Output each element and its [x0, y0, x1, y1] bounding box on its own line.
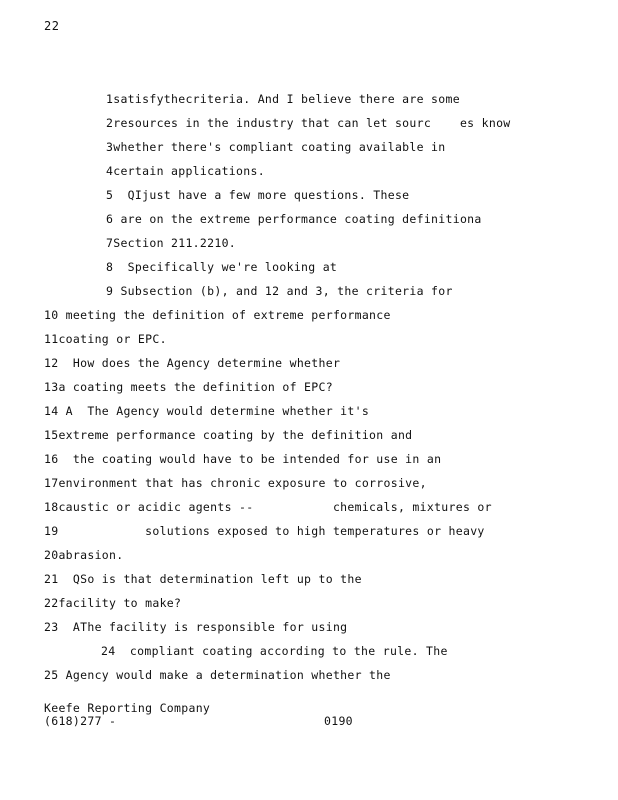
transcript-line: 7Section 211.2210.	[106, 236, 237, 250]
transcript-line: 1satisfythecriteria. And I believe there are some	[106, 92, 460, 106]
transcript-line: 25 Agency would make a determination whether the	[44, 668, 391, 682]
transcript-line: 12 How does the Agency determine whether	[44, 356, 341, 370]
footer-company: Keefe Reporting Company	[44, 701, 211, 715]
transcript-line: 8 Specifically we're looking at	[106, 260, 338, 274]
transcript-line: 16 the coating would have to be intended for use in an	[44, 452, 442, 466]
transcript-line: 11coating or EPC.	[44, 332, 167, 346]
transcript-line: 18caustic or acidic agents -- chemicals, mixtures or	[44, 500, 492, 514]
transcript-line: 20abrasion.	[44, 548, 124, 562]
transcript-line: 17environment that has chronic exposure to corrosive,	[44, 476, 427, 490]
footer-phone: (618)277 -	[44, 714, 117, 728]
footer	[44, 701, 353, 728]
transcript-line: 19 solutions exposed to high temperatures or heavy	[44, 524, 485, 538]
transcript-line: 9 Subsection (b), and 12 and 3, the criteria for	[106, 284, 453, 298]
transcript-line: 10 meeting the definition of extreme performance	[44, 308, 391, 322]
footer-phone-ext: 0190	[324, 714, 353, 728]
transcript-line: 2resources in the industry that can let sourc es know	[106, 116, 511, 130]
transcript-line: 13a coating meets the definition of EPC?	[44, 380, 333, 394]
transcript-lines	[0, 91, 618, 691]
transcript-line: 23 AThe facility is responsible for using	[44, 620, 348, 634]
transcript-line: 22facility to make?	[44, 596, 182, 610]
transcript-line: 15extreme performance coating by the definition and	[44, 428, 413, 442]
transcript-line: 14 A The Agency would determine whether it's	[44, 404, 370, 418]
transcript-line: 24 compliant coating according to the rule. The	[101, 644, 448, 658]
transcript-line: 4certain applications.	[106, 164, 265, 178]
page-number: 22	[44, 19, 60, 33]
transcript-line: 21 QSo is that determination left up to the	[44, 572, 362, 586]
transcript-line: 5 QIjust have a few more questions. These	[106, 188, 410, 202]
transcript-line: 6 are on the extreme performance coating definitiona	[106, 212, 482, 226]
transcript-line: 3whether there's compliant coating available in	[106, 140, 446, 154]
